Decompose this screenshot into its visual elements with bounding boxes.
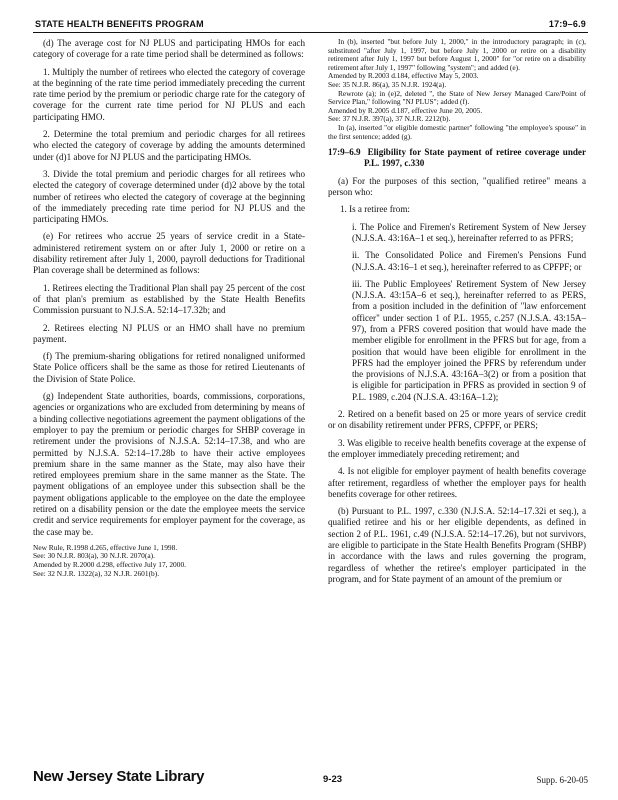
paragraph-e-intro: (e) For retirees who accrue 25 years of service credit in a State-administered retirement system on or after July 1, 2000 or retire on a disability retirement after July 1, 2000, payroll deductions for Traditional Plan coverage shall be determined as follows: [33, 231, 305, 276]
paragraph-a1: 1. Is a retiree from: [340, 204, 410, 215]
paragraph-f: (f) The premium-sharing obligations for retired nonaligned uniformed State Police officers shall be the same as those for retired Lieutenants of the Division of State Police. [33, 351, 305, 384]
history-note: See: 35 N.J.R. 86(a), 35 N.J.R. 1924(a). [328, 79, 447, 89]
right-column [328, 38, 586, 591]
history-note: New Rule, R.1998 d.265, effective June 1, 1998. [33, 542, 178, 552]
left-column [33, 38, 305, 584]
history-notes-right [328, 38, 586, 141]
paragraph-d2: 2. Determine the total premium and periodic charges for all retirees who elected the category of coverage by adding the amounts determined under (d)1 above for NJ PLUS and the participating HMOs. [33, 129, 305, 162]
history-note: In (b), inserted "but before July 1, 2000," in the introductory paragraph; in (c), substituted "after July 1, 1997, but before July 1, 2000 or retire on a disability retirement after July 1, 1997 but before August 1, 2000" for "or retire on a disability retirement after July 1, 1997" following "system"; and added (e). [328, 37, 586, 72]
history-notes-left [33, 544, 305, 578]
supplement-date: Supp. 6-20-05 [536, 775, 588, 785]
header-rule [33, 32, 588, 33]
library-logo: New Jersey State Library [33, 768, 205, 785]
page-footer [33, 768, 588, 785]
paragraph-e2: 2. Retirees electing NJ PLUS or an HMO shall have no premium payment. [33, 322, 305, 344]
history-note: Amended by R.2003 d.184, effective May 5, 2003. [328, 71, 479, 81]
history-note: In (a), inserted "or eligible domestic partner" following "the employee's spouse" in the first sentence; added (g). [328, 122, 586, 141]
history-note: Amended by R.2000 d.298, effective July 17, 2000. [33, 560, 186, 570]
history-note: Amended by R.2005 d.187, effective June 20, 2005. [328, 105, 483, 115]
history-note: See: 32 N.J.R. 1322(a), 32 N.J.R. 2601(b). [33, 568, 160, 578]
paragraph-e1: 1. Retirees electing the Traditional Plan shall pay 25 percent of the cost of that plan's premium as established by the State Health Benefits Commission pursuant to N.J.S.A. 52:14–17.32b; and [33, 282, 305, 316]
paragraph-g: (g) Independent State authorities, boards, commissions, corporations, agencies or organizations who are excluded from determining by means of a binding collective negotiations agreement the payment obligations of the employer to pay the premium or periodic charges for SHBP coverage in retirement under the provisions of N.J.S.A. 52:14–17.38, and who are permitted by N.J.S.A. 52:14–17.28b to have their active employees premium share in the same manner as the State, may also have their retired employees premium share in the same manner as the State. The payment obligations of an employee under this subsection shall be the payment obligations applicable to the employee on the date the employee retired on a disability pension or the date the employee meets the service credit and service requirements for employer payment for the coverage, as the case may be. [33, 391, 305, 537]
history-note: See: 37 N.J.R. 397(a), 37 N.J.R. 2212(b). [328, 114, 451, 124]
history-note: Rewrote (a); in (e)2, deleted ", the State of New Jersey Managed Care/Point of Service Plan," following "NJ PLUS"; added (f). [328, 88, 586, 107]
paragraph-b: (b) Pursuant to P.L. 1997, c.330 (N.J.S.A. 52:14–17.32i et seq.), a qualified retiree and his or her eligible dependents, as defined in section 2 of P.L. 1961, c.49 (N.J.S.A. 52:14–17.26), but not survivors, are eligible to participate in the State Health Benefits Program (SHBP) in accordance with the laws and rules governing the program, regardless of whether the retiree's employer participated in the program, and for State payment of an amount of the premium or [328, 506, 586, 584]
history-note: See: 30 N.J.R. 803(a), 30 N.J.R. 2070(a). [33, 551, 155, 561]
section-title: Eligibility for State payment of retiree coverage under P.L. 1997, c.330 [364, 147, 587, 169]
paragraph-a1-iii: iii. The Public Employees' Retirement System of New Jersey (N.J.S.A. 43:15A–6 et seq.), hereinafter referred to as PERS, from a position included in the definition of "law enforcement officer" under section 1 of P.L. 1955, c.257 (N.J.S.A. 43:15A–97), from a PFRS covered position that would have made the member eligible for enrollment in the PFRS but for age, from a position that would have been eligible for enrollment in the PFRS had the employer joined the PFRS by referendum under the provisions of N.J.S.A. 43:16A–3(2) or from a position that is eligible for participation in PFRS as provided in section 9 of P.L. 1989, c.204 (N.J.S.A. 43:16A–1.2); [352, 278, 586, 402]
page-number: 9-23 [323, 774, 343, 785]
paragraph-a2: 2. Retired on a benefit based on 25 or more years of service credit or on disability retirement under PFRS, CPFPF, or PERS; [328, 409, 586, 431]
paragraph-d-intro: (d) The average cost for NJ PLUS and participating HMOs for each category of coverage for a rate time period shall be determined as follows: [33, 38, 305, 60]
section-heading [328, 147, 586, 170]
section-number: 17:9–6.9 [328, 147, 361, 158]
header-section: 17:9–6.9 [548, 19, 586, 29]
paragraph-a1-ii: ii. The Consolidated Police and Firemen's Pensions Fund (N.J.S.A. 43:16–1 et seq.), hereinafter referred to as CPFPF; or [352, 250, 586, 272]
running-header [35, 19, 586, 29]
paragraph-d1: 1. Multiply the number of retirees who elected the category of coverage at the beginning of the rate time period immediately preceding the current rate time period by the premium or periodic charge rate for the category of coverage for the current rate time period for NJ PLUS and each participating HMO. [33, 66, 305, 122]
paragraph-d3: 3. Divide the total premium and periodic charges for all retirees who elected the category of coverage determined under (d)2 above by the total number of retirees who elected the category of coverage at the beginning of the immediately preceding rate time period for NJ PLUS and the participating HMOs. [33, 168, 305, 225]
paragraph-a4: 4. Is not eligible for employer payment of health benefits coverage after retirement, regardless of whether the employer pays for health benefits coverage for other retirees. [328, 466, 586, 499]
paragraph-a1-i: i. The Police and Firemen's Retirement System of New Jersey (N.J.S.A. 43:16A–1 et seq.), hereinafter referred to as PFRS; [352, 221, 586, 243]
paragraph-a3: 3. Was eligible to receive health benefits coverage at the expense of the employer immediately preceding retirement; and [328, 437, 586, 459]
paragraph-a-intro: (a) For the purposes of this section, "qualified retiree" means a person who: [328, 175, 586, 198]
header-title: STATE HEALTH BENEFITS PROGRAM [35, 19, 204, 29]
